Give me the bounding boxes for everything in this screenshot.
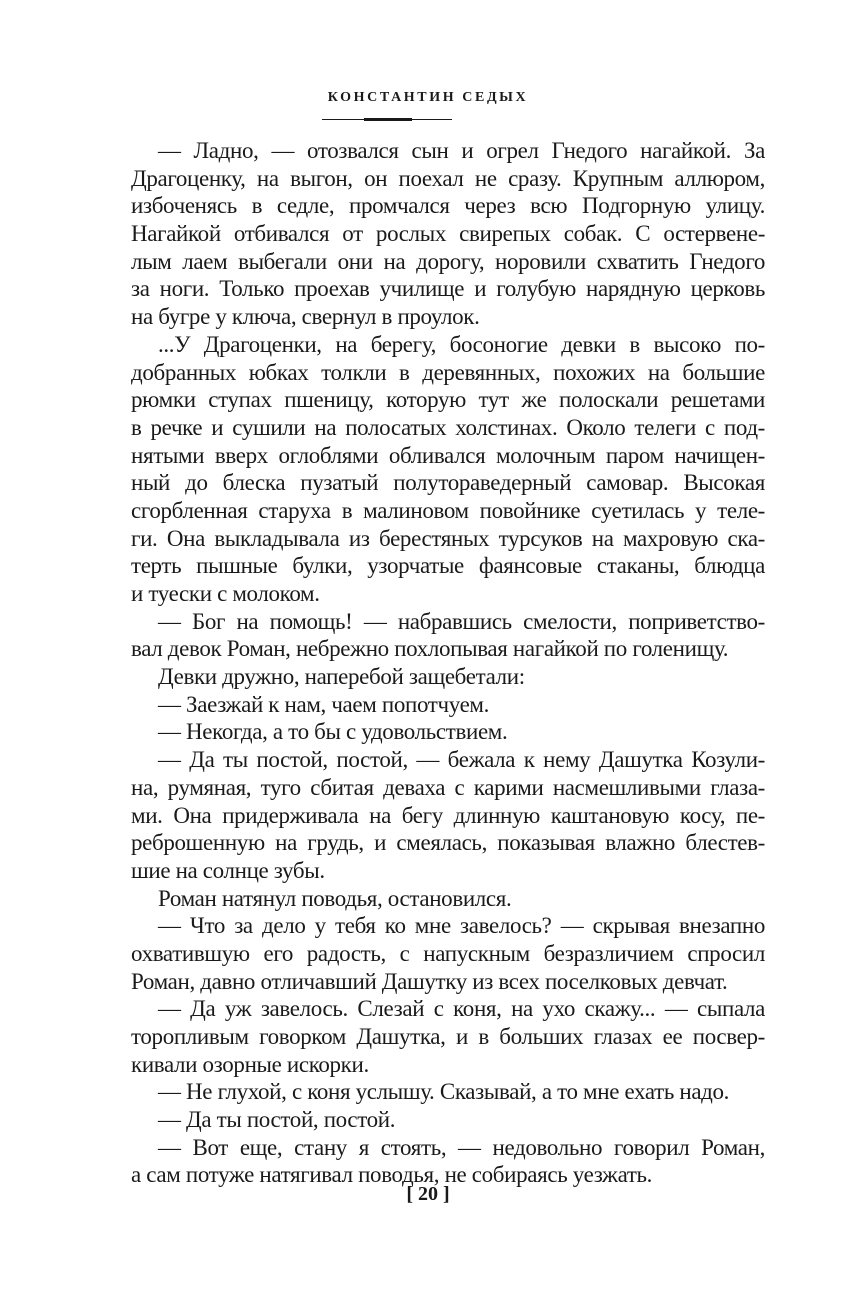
text-line: Драгоценку, на выгон, он поехал не сразу. Крупным аллюром, bbox=[131, 165, 765, 191]
header-rule-ornament bbox=[364, 118, 412, 121]
text-line: Нагайкой отбивался от рослых свирепых собак. С остервене- bbox=[131, 221, 765, 247]
text-line: — Да ты постой, постой, — бежала к нему Дашутка Козули- bbox=[158, 747, 765, 773]
page-number: [ 20 ] bbox=[406, 1183, 450, 1205]
text-line: в речке и сушили на полосатых холстинах. Около телеги с под- bbox=[131, 414, 765, 440]
text-line: — Заезжай к нам, чаем попотчуем. bbox=[158, 691, 490, 717]
text-line: — Некогда, а то бы с удовольствием. bbox=[158, 719, 508, 745]
paragraph bbox=[131, 608, 765, 663]
text-line: а сам потуже натягивал поводья, не собираясь уезжать. bbox=[131, 1162, 653, 1188]
text-line: Роман, давно отличавший Дашутку из всех поселковых девчат. bbox=[131, 968, 728, 994]
page-body-text bbox=[131, 137, 765, 1189]
text-line: — Вот еще, стану я стоять, — недовольно говорил Роман, bbox=[158, 1134, 765, 1160]
text-line: ми. Она придерживала на бегу длинную каштановую косу, пе- bbox=[131, 802, 765, 828]
text-line: ги. Она выкладывала из берестяных турсуков на махровую ска- bbox=[131, 525, 765, 551]
text-line: кивали озорные искорки. bbox=[131, 1051, 369, 1077]
text-line: шие на солнце зубы. bbox=[131, 857, 325, 883]
text-line: нятыми вверх оглоблями обливался молочным паром начищен- bbox=[131, 442, 765, 468]
text-line: за ноги. Только проехав училище и голубую нарядную церковь bbox=[131, 276, 765, 302]
paragraph bbox=[131, 912, 765, 995]
text-line: избоченясь в седле, промчался через всю Подгорную улицу. bbox=[131, 193, 765, 219]
running-head-author: КОНСТАНТИН СЕДЫХ bbox=[327, 90, 529, 105]
paragraph bbox=[131, 1078, 765, 1106]
text-line: добранных юбках толкли в деревянных, похожих на большие bbox=[131, 359, 765, 385]
text-line: — Да ты постой, постой. bbox=[158, 1107, 396, 1133]
text-line: на бугре у ключа, свернул в проулок. bbox=[131, 304, 480, 330]
text-line: сгорбленная старуха в малиновом повойнике суетилась у теле- bbox=[131, 497, 765, 523]
text-line: — Бог на помощь! — набравшись смелости, поприветство- bbox=[158, 608, 765, 634]
text-line: торопливым говорком Дашутка, и в больших глазах ее посвер- bbox=[131, 1024, 765, 1049]
text-line: вал девок Роман, небрежно похлопывая нагайкой по голенищу. bbox=[131, 636, 729, 662]
text-line: ный до блеска пузатый полутораведерный самовар. Высокая bbox=[131, 470, 765, 496]
text-line: терть пышные булки, узорчатые фаянсовые стаканы, блюдца bbox=[131, 553, 765, 579]
paragraph bbox=[131, 1134, 765, 1189]
text-line: охватившую его радость, с напускным безразличием спросил bbox=[131, 940, 765, 966]
text-line: рюмки ступах пшеницу, которую тут же полоскали решетами bbox=[131, 387, 765, 413]
text-line: Девки дружно, наперебой защебетали: bbox=[158, 664, 525, 690]
text-line: — Что за дело у тебя ко мне завелось? — скрывая внезапно bbox=[158, 913, 765, 939]
paragraph bbox=[131, 137, 765, 331]
paragraph bbox=[131, 331, 765, 608]
text-line: ...У Драгоценки, на берегу, босоногие девки в высоко по- bbox=[158, 331, 765, 357]
paragraph bbox=[131, 746, 765, 884]
text-line: реброшенную на грудь, и смеялась, показывая влажно блестев- bbox=[131, 830, 765, 856]
text-line: — Не глухой, с коня услышу. Сказывай, а то мне ехать надо. bbox=[158, 1079, 730, 1105]
paragraph bbox=[131, 691, 765, 719]
text-line: лым лаем выбегали они на дорогу, норовили схватить Гнедого bbox=[131, 248, 765, 274]
text-line: и туески с молоком. bbox=[131, 581, 320, 606]
text-line: — Ладно, — отозвался сын и огрел Гнедого нагайкой. За bbox=[158, 138, 765, 163]
paragraph bbox=[131, 718, 765, 746]
paragraph bbox=[131, 885, 765, 913]
text-line: на, румяная, туго сбитая деваха с карими насмешливыми глаза- bbox=[131, 774, 765, 800]
text-line: Роман натянул поводья, остановился. bbox=[158, 885, 512, 911]
paragraph bbox=[131, 1106, 765, 1134]
text-line: — Да уж завелось. Слезай с коня, на ухо скажу... — сыпала bbox=[158, 996, 765, 1022]
paragraph bbox=[131, 995, 765, 1078]
paragraph bbox=[131, 663, 765, 691]
